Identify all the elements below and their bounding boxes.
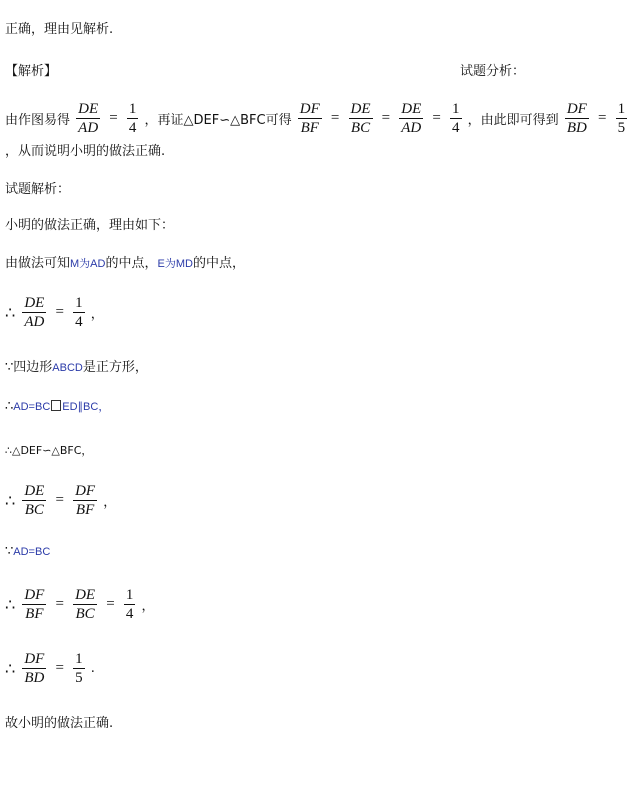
analysis-text-4: ，从而说明小明的做法正确. <box>5 144 166 159</box>
solution-title: 试题解析： <box>5 182 71 197</box>
equals-sign: = <box>432 110 441 126</box>
solution-line-2 <box>5 252 245 271</box>
period: . <box>90 661 95 676</box>
solution-line-8 <box>5 544 50 559</box>
therefore-symbol: ∴ <box>5 595 16 614</box>
solution-text-4c: 是正方形， <box>82 360 148 375</box>
therefore-symbol: ∴ <box>5 659 16 678</box>
analysis-tag: 【解析】 <box>5 64 58 79</box>
fraction-de-ad: $\frac{DE}{AD}$ <box>78 101 99 136</box>
solution-line-9 <box>5 586 154 623</box>
solution-line-3 <box>5 294 104 331</box>
solution-line-7 <box>5 482 116 519</box>
answer-line <box>5 18 113 37</box>
solution-text-2a: 由做法可知 <box>5 256 71 271</box>
therefore-symbol: ∴ <box>5 491 16 510</box>
fraction-df-bd: $\frac{DF}{BD}$ <box>566 101 587 136</box>
equals-sign: = <box>381 110 391 126</box>
because-symbol: ∵ <box>5 360 14 375</box>
fraction-1-4: $\frac{1}{4}$ <box>75 295 83 330</box>
fraction-de-ad: $\frac{DE}{AD}$ <box>401 101 422 136</box>
comma: ， <box>90 307 104 322</box>
fraction-df-bf: $\frac{DF}{BF}$ <box>75 483 96 518</box>
analysis-text-1: 由作图易得 <box>5 113 71 128</box>
missing-glyph-box <box>51 400 61 411</box>
fraction-1-4: $\frac{1}{4}$ <box>452 101 460 136</box>
therefore-symbol: ∴ <box>5 303 16 322</box>
equals-sign: = <box>106 596 115 612</box>
fraction-de-ad: $\frac{DE}{AD}$ <box>24 295 45 330</box>
conclusion-text: 故小明的做法正确. <box>5 716 114 731</box>
fraction-df-bf: $\frac{DF}{BF}$ <box>299 101 320 136</box>
solution-line-5 <box>5 398 109 414</box>
equals-sign: = <box>109 110 118 126</box>
solution-text-4a: 四边形 <box>13 360 53 375</box>
analysis-text-3: ，由此即可得到 <box>467 113 559 128</box>
fraction-1-4: $\frac{1}{4}$ <box>128 101 137 136</box>
analysis-title-line <box>460 60 525 79</box>
solution-text-1: 小明的做法正确，理由如下： <box>5 218 175 233</box>
solution-text-2d: E为MD <box>157 258 193 270</box>
solution-text-6: ∴△DEF∽△BFC， <box>5 444 93 457</box>
analysis-text-2: ，再证△DEF∽△BFC可得 <box>144 113 292 128</box>
equals-sign: = <box>55 492 64 508</box>
equals-sign: = <box>55 596 64 612</box>
solution-text-8: AD=BC <box>13 546 51 558</box>
fraction-1-5: $\frac{1}{5}$ <box>617 101 626 136</box>
answer-text: 正确，理由见解析. <box>5 22 114 37</box>
solution-line-4 <box>5 356 148 375</box>
analysis-title: 试题分析： <box>460 64 526 79</box>
therefore-symbol: ∴ <box>5 399 14 414</box>
solution-text-5b: ED∥BC， <box>62 401 110 413</box>
solution-text-5: AD=BC <box>13 401 51 413</box>
fraction-1-4: $\frac{1}{4}$ <box>125 587 134 622</box>
solution-text-4b: ABCD <box>52 362 83 374</box>
solution-line-10 <box>5 650 95 687</box>
comma: ， <box>103 495 117 510</box>
analysis-line-2 <box>5 140 165 159</box>
solution-text-2b: M为AD <box>70 258 106 270</box>
comma: ， <box>141 599 155 614</box>
solution-text-2c: 的中点， <box>105 256 158 271</box>
equals-sign: = <box>55 304 64 320</box>
fraction-1-5: $\frac{1}{5}$ <box>75 651 83 686</box>
solution-line-6 <box>5 442 92 458</box>
because-symbol: ∵ <box>5 544 14 559</box>
solution-title-line <box>5 178 70 197</box>
solution-text-2e: 的中点， <box>192 256 245 271</box>
equals-sign: = <box>55 660 64 676</box>
conclusion-line <box>5 712 113 731</box>
solution-line-1 <box>5 214 174 233</box>
equals-sign: = <box>330 110 340 126</box>
fraction-df-bd: $\frac{DF}{BD}$ <box>24 651 45 686</box>
equals-sign: = <box>597 110 607 126</box>
analysis-line <box>5 100 629 137</box>
fraction-de-bc: $\frac{DE}{BC}$ <box>75 587 96 622</box>
analysis-header <box>5 60 57 79</box>
fraction-de-bc: $\frac{DE}{BC}$ <box>350 101 371 136</box>
fraction-de-bc: $\frac{DE}{BC}$ <box>24 483 45 518</box>
fraction-df-bf: $\frac{DF}{BF}$ <box>24 587 45 622</box>
